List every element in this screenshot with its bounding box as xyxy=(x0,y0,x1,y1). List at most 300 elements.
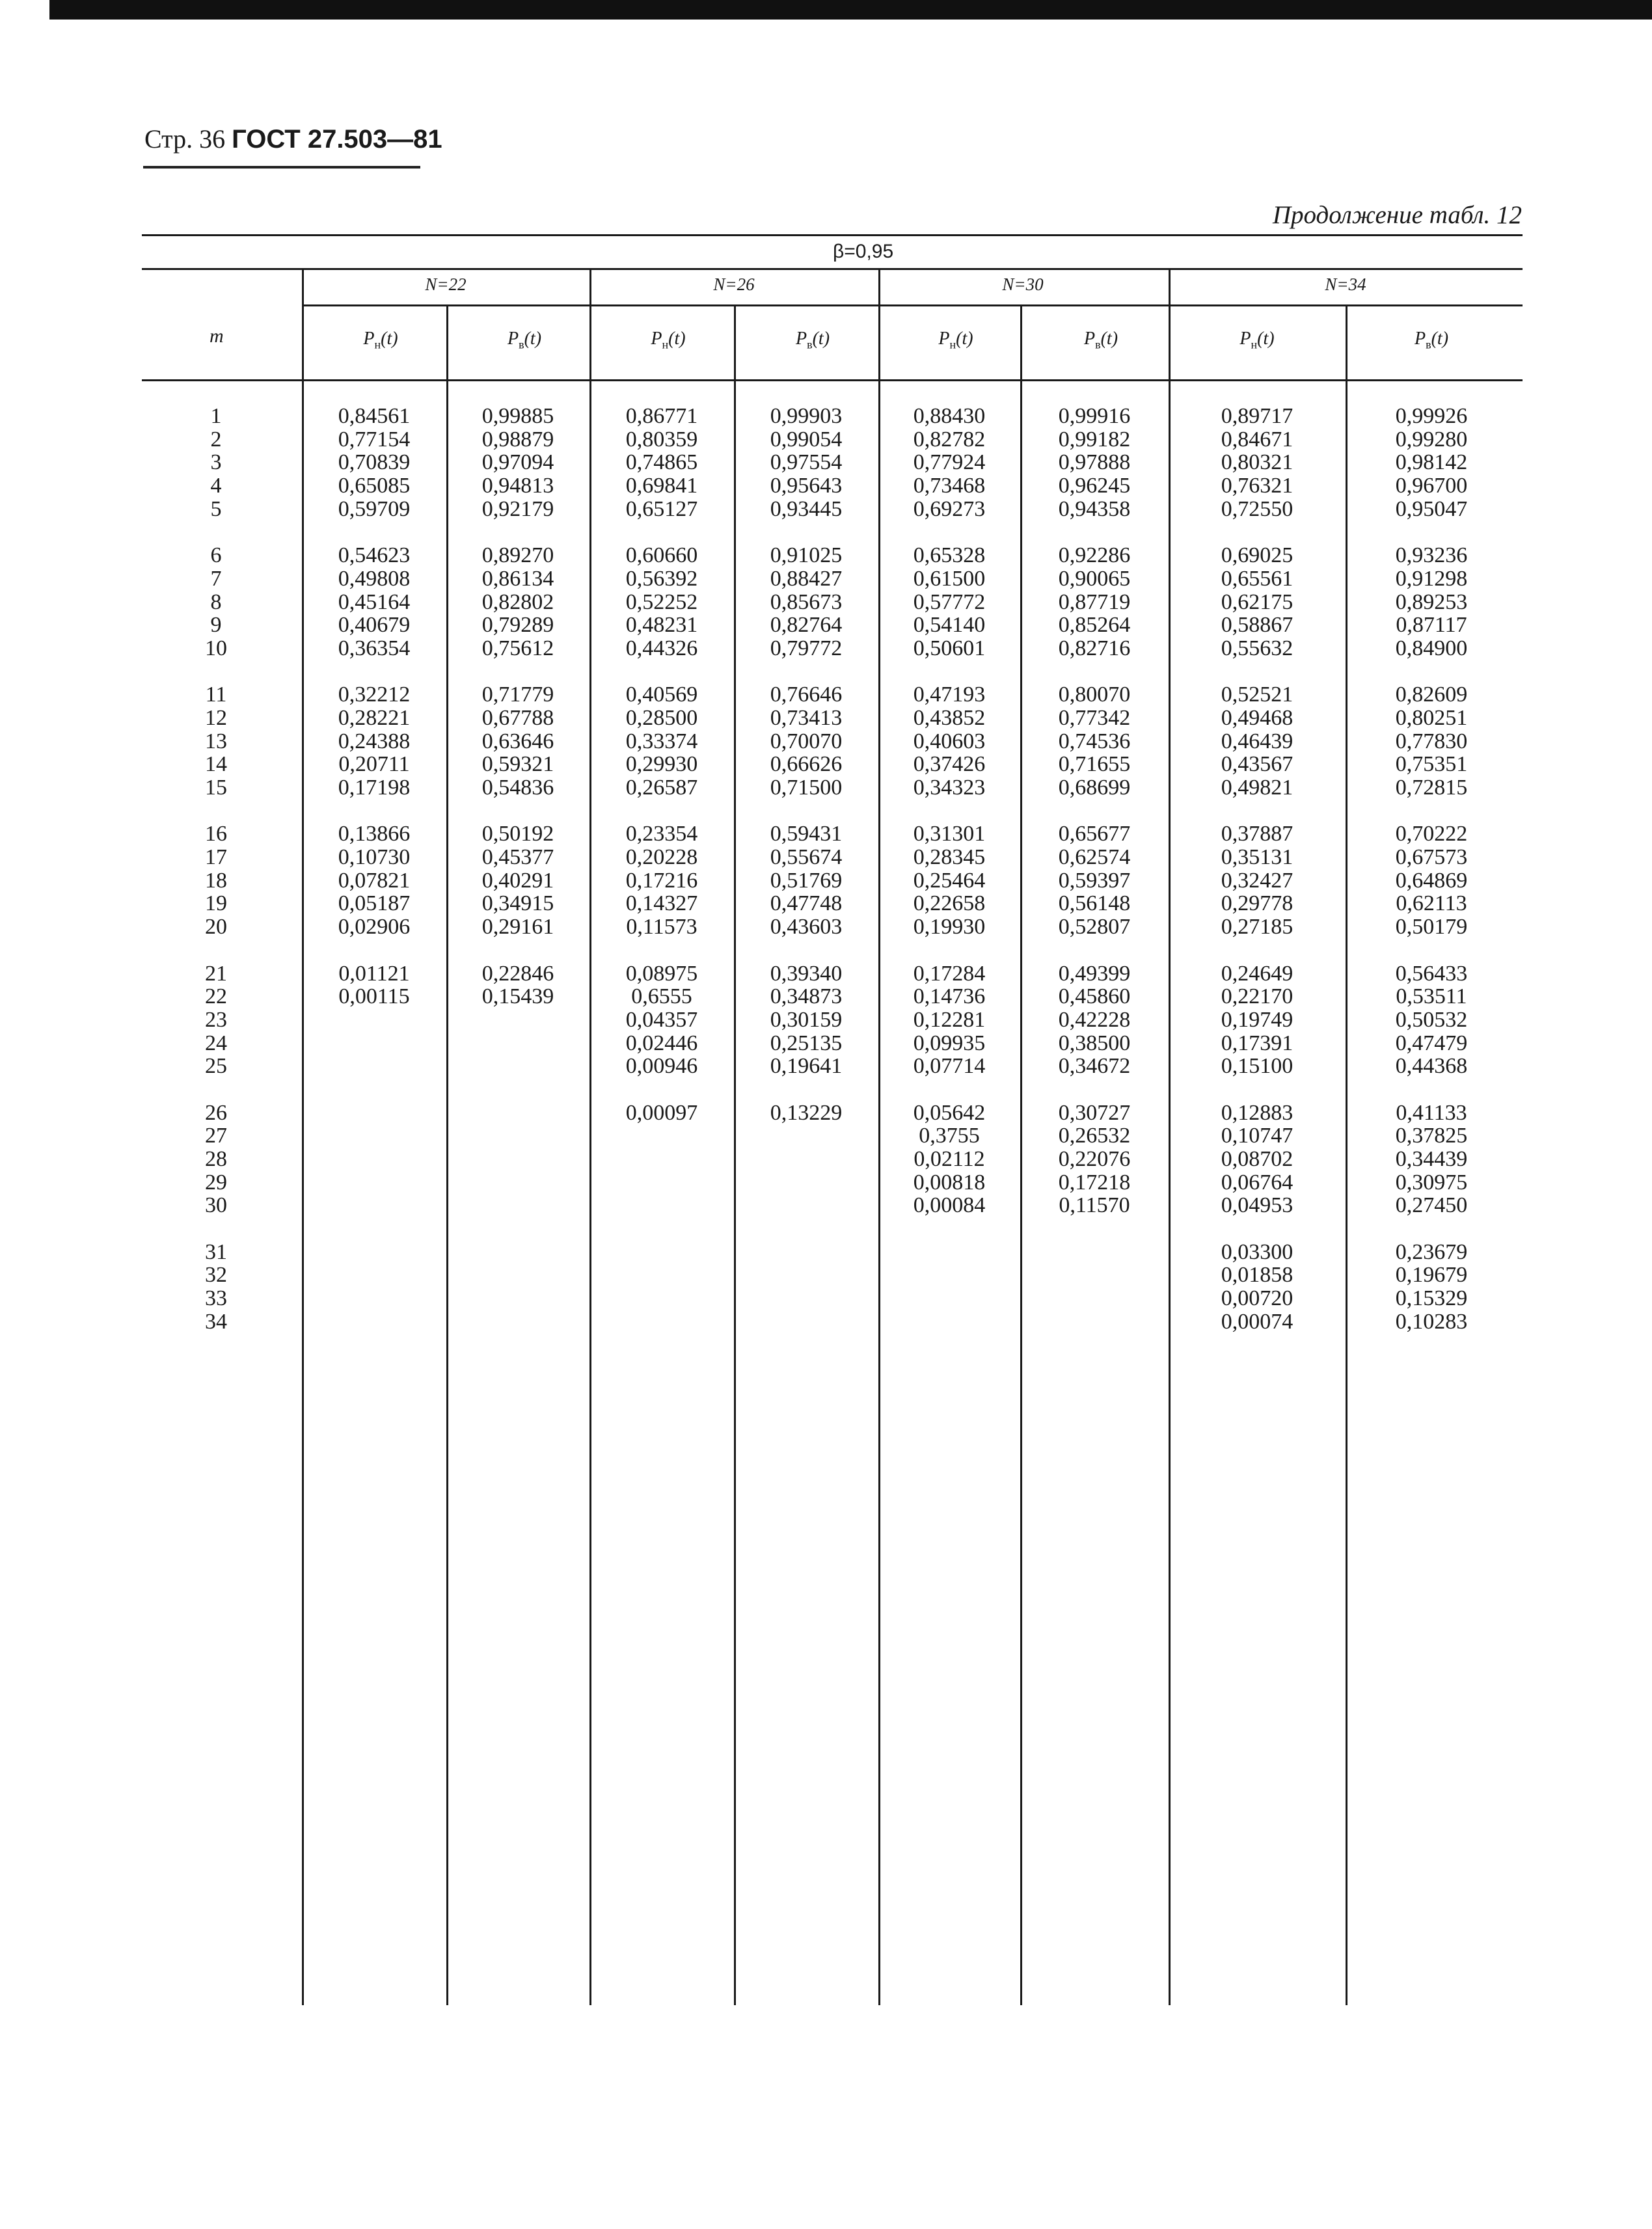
table-cell: 0,57772 xyxy=(913,589,986,614)
table-cell: 0,96245 xyxy=(1058,474,1131,498)
table-cell: 0,65085 xyxy=(338,474,411,498)
table-cell: 0,65561 xyxy=(1221,566,1293,591)
table-cell: 0,08702 xyxy=(1221,1147,1293,1171)
table-cell: 0,59431 xyxy=(770,822,843,846)
table-cell: 0,12281 xyxy=(913,1007,986,1032)
row-group-gap xyxy=(597,520,727,544)
table-cell: 0,71655 xyxy=(1058,752,1131,777)
table-cell: 0,99885 xyxy=(481,404,554,428)
col-header-pv-n22: $P_в(t)$ xyxy=(507,329,542,351)
table-cell: 0,45164 xyxy=(338,589,411,614)
table-cell: 0,54623 xyxy=(338,543,411,568)
table-cell: 10 xyxy=(205,636,227,660)
table-cell: 0,50532 xyxy=(1395,1007,1468,1032)
table-cell: 0,36354 xyxy=(338,636,411,660)
table-cell: 0,90065 xyxy=(1058,566,1131,591)
table-cell: 0,48231 xyxy=(625,613,698,638)
table-cell: 0,89253 xyxy=(1395,589,1468,614)
table-cell: 0,45377 xyxy=(481,845,554,870)
table-cell: 0,24649 xyxy=(1221,961,1293,986)
table-cell: 6 xyxy=(210,543,222,568)
table-cell: 5 xyxy=(210,496,222,521)
table-cell: 0,17391 xyxy=(1221,1031,1293,1055)
table-cell: 0,97888 xyxy=(1058,450,1131,475)
table-cell: 0,62574 xyxy=(1058,845,1131,870)
table-cell: 24 xyxy=(205,1031,227,1055)
table-cell: 0,37825 xyxy=(1395,1124,1468,1148)
table-cell: 0,37887 xyxy=(1221,822,1293,846)
table-cell: 0,62175 xyxy=(1221,589,1293,614)
table-cell: 0,91298 xyxy=(1395,566,1468,591)
table-cell: 0,65328 xyxy=(913,543,986,568)
row-group-gap xyxy=(1366,1217,1496,1241)
table-cell: 0,00115 xyxy=(338,984,410,1009)
table-cell: 0,79772 xyxy=(770,636,843,660)
col-rule xyxy=(302,268,304,2005)
row-group-gap xyxy=(309,520,439,544)
table-cell: 0,15100 xyxy=(1221,1054,1293,1079)
row-group-gap xyxy=(453,520,583,544)
header-underline xyxy=(143,166,420,169)
table-cell: 0,91025 xyxy=(770,543,843,568)
table-cell: 0,52252 xyxy=(625,589,698,614)
table-cell: 0,98879 xyxy=(481,427,554,452)
table-cell: 0,94358 xyxy=(1058,496,1131,521)
page-header xyxy=(144,124,442,154)
table-cell: 0,40603 xyxy=(913,729,986,753)
table-cell: 19 xyxy=(205,891,227,916)
table-cell: 0,19930 xyxy=(913,915,986,939)
row-group-gap xyxy=(741,800,871,823)
table-cell: 27 xyxy=(205,1124,227,1148)
col-header-pv-n30: $P_в(t)$ xyxy=(1083,329,1118,351)
table-cell: 0,43852 xyxy=(913,705,986,730)
table-cell: 0,17218 xyxy=(1058,1170,1131,1195)
col-rule xyxy=(734,304,736,2005)
table-cell: 0,05187 xyxy=(338,891,411,916)
table-cell: 0,56148 xyxy=(1058,891,1131,916)
col-rule xyxy=(878,268,880,2005)
col-rule xyxy=(1346,304,1347,2005)
table-cell: 0,25464 xyxy=(913,868,986,893)
table-cell: 18 xyxy=(205,868,227,893)
table-cell: 0,28345 xyxy=(913,845,986,870)
table-cell: 32 xyxy=(205,1263,227,1288)
table-cell: 11 xyxy=(205,682,227,707)
table-cell: 31 xyxy=(205,1239,227,1264)
table-cell: 30 xyxy=(205,1193,227,1218)
table-cell: 0,60660 xyxy=(625,543,698,568)
table-cell: 0,6555 xyxy=(631,984,692,1009)
table-cell: 0,14327 xyxy=(625,891,698,916)
group-label-n34: N=34 xyxy=(1325,275,1366,294)
table-cell: 0,73413 xyxy=(770,705,843,730)
table-cell: 0,22170 xyxy=(1221,984,1293,1009)
table-cell: 0,31301 xyxy=(913,822,986,846)
table-cell: 0,99903 xyxy=(770,404,843,428)
pv-n22-column xyxy=(453,405,583,1008)
table-cell: 0,17284 xyxy=(913,961,986,986)
table-cell: 0,84671 xyxy=(1221,427,1293,452)
table-cell: 0,82764 xyxy=(770,613,843,638)
table-cell: 0,99054 xyxy=(770,427,843,452)
col-rule xyxy=(1020,304,1022,2005)
table-cell: 0,42228 xyxy=(1058,1007,1131,1032)
table-cell: 0,46439 xyxy=(1221,729,1293,753)
table-cell: 0,77924 xyxy=(913,450,986,475)
table-cell: 28 xyxy=(205,1147,227,1171)
row-group-gap xyxy=(741,520,871,544)
table-cell: 0,17216 xyxy=(625,868,698,893)
table-cell: 0,80251 xyxy=(1395,705,1468,730)
table-cell: 0,19679 xyxy=(1395,1263,1468,1288)
table-cell: 0,26532 xyxy=(1058,1124,1131,1148)
table-cell: 26 xyxy=(205,1100,227,1125)
table-cell: 8 xyxy=(210,589,222,614)
row-group-gap xyxy=(1029,520,1159,544)
row-group-gap xyxy=(1029,1078,1159,1101)
table-cell: 0,88427 xyxy=(770,566,843,591)
table-cell: 0,01121 xyxy=(338,961,410,986)
table-cell: 0,02112 xyxy=(914,1147,985,1171)
table-cell: 0,77830 xyxy=(1395,729,1468,753)
row-group-gap xyxy=(884,520,1014,544)
row-group-gap xyxy=(1029,800,1159,823)
table-cell: 0,30727 xyxy=(1058,1100,1131,1125)
table-cell: 0,96700 xyxy=(1395,474,1468,498)
table-cell: 0,92179 xyxy=(481,496,554,521)
table-cell: 0,85264 xyxy=(1058,613,1131,638)
table-cell: 0,30159 xyxy=(770,1007,843,1032)
table-cell: 29 xyxy=(205,1170,227,1195)
table-cell: 34 xyxy=(205,1309,227,1334)
table-cell: 0,59709 xyxy=(338,496,411,521)
table-cell: 0,27185 xyxy=(1221,915,1293,939)
table-cell: 0,30975 xyxy=(1395,1170,1468,1195)
table-cell: 0,72550 xyxy=(1221,496,1293,521)
table-cell: 16 xyxy=(205,822,227,846)
table-top-rule xyxy=(142,234,1523,236)
group-rule xyxy=(303,304,1523,306)
table-cell: 0,65127 xyxy=(625,496,698,521)
row-group-gap xyxy=(1366,939,1496,962)
table-cell: 0,14736 xyxy=(913,984,986,1009)
table-cell: 0,23354 xyxy=(625,822,698,846)
row-group-gap xyxy=(741,1078,871,1101)
row-group-gap xyxy=(884,939,1014,962)
table-cell: 0,15329 xyxy=(1395,1286,1468,1311)
table-cell: 0,50192 xyxy=(481,822,554,846)
table-cell: 0,49821 xyxy=(1221,776,1293,800)
table-cell: 0,54836 xyxy=(481,776,554,800)
row-group-gap xyxy=(453,939,583,962)
scan-top-bar xyxy=(49,0,1652,20)
table-cell: 0,06764 xyxy=(1221,1170,1293,1195)
table-cell: 0,53511 xyxy=(1396,984,1467,1009)
table-cell: 0,59321 xyxy=(481,752,554,777)
pv-n26-column xyxy=(741,405,871,1124)
row-group-gap xyxy=(177,800,255,823)
table-cell: 0,69273 xyxy=(913,496,986,521)
table-cell: 0,61500 xyxy=(913,566,986,591)
group-label-n26: N=26 xyxy=(713,275,755,294)
table-cell: 0,82716 xyxy=(1058,636,1131,660)
table-cell: 0,85673 xyxy=(770,589,843,614)
table-cell: 0,79289 xyxy=(481,613,554,638)
table-cell: 1 xyxy=(210,404,222,428)
table-cell: 0,20228 xyxy=(625,845,698,870)
table-cell: 0,55674 xyxy=(770,845,843,870)
table-cell: 0,00946 xyxy=(625,1054,698,1079)
table-cell: 0,27450 xyxy=(1395,1193,1468,1218)
table-cell: 0,02446 xyxy=(625,1031,698,1055)
table-cell: 0,99280 xyxy=(1395,427,1468,452)
table-cell: 0,04953 xyxy=(1221,1193,1293,1218)
table-cell: 0,55632 xyxy=(1221,636,1293,660)
table-cell: 0,69841 xyxy=(625,474,698,498)
table-cell: 23 xyxy=(205,1007,227,1032)
row-group-gap xyxy=(597,939,727,962)
table-cell: 0,23679 xyxy=(1395,1239,1468,1264)
table-cell: 0,29161 xyxy=(481,915,554,939)
table-cell: 0,59397 xyxy=(1058,868,1131,893)
table-cell: 0,07714 xyxy=(913,1054,986,1079)
row-group-gap xyxy=(309,939,439,962)
table-cell: 0,97554 xyxy=(770,450,843,475)
table-cell: 0,99926 xyxy=(1395,404,1468,428)
table-cell: 0,15439 xyxy=(481,984,554,1009)
row-group-gap xyxy=(1029,939,1159,962)
pn-n22-column xyxy=(309,405,439,1008)
col-header-pn-n26: $P_н(t)$ xyxy=(651,329,686,351)
table-cell: 0,74536 xyxy=(1058,729,1131,753)
table-cell: 0,17198 xyxy=(338,776,411,800)
table-cell: 0,29778 xyxy=(1221,891,1293,916)
table-cell: 0,00074 xyxy=(1221,1309,1293,1334)
table-cell: 0,93445 xyxy=(770,496,843,521)
row-group-gap xyxy=(597,660,727,684)
table-cell: 0,58867 xyxy=(1221,613,1293,638)
table-cell: 0,88430 xyxy=(913,404,986,428)
row-group-gap xyxy=(177,660,255,684)
table-cell: 0,09935 xyxy=(913,1031,986,1055)
table-cell: 0,56392 xyxy=(625,566,698,591)
table-cell: 0,11570 xyxy=(1059,1193,1130,1218)
table-cell: 0,22658 xyxy=(913,891,986,916)
table-cell: 0,34439 xyxy=(1395,1147,1468,1171)
table-cell: 0,26587 xyxy=(625,776,698,800)
table-cell: 0,70839 xyxy=(338,450,411,475)
header-bottom-rule xyxy=(142,379,1523,381)
table-cell: 0,49808 xyxy=(338,566,411,591)
table-cell: 0,43603 xyxy=(770,915,843,939)
table-cell: 0,56433 xyxy=(1395,961,1468,986)
table-cell: 25 xyxy=(205,1054,227,1079)
table-cell: 17 xyxy=(205,845,227,870)
table-cell: 0,50601 xyxy=(913,636,986,660)
table-cell: 0,87719 xyxy=(1058,589,1131,614)
table-cell: 0,13866 xyxy=(338,822,411,846)
table-cell: 0,13229 xyxy=(770,1100,843,1125)
table-cell: 0,74865 xyxy=(625,450,698,475)
table-cell: 0,32427 xyxy=(1221,868,1293,893)
table-cell: 0,99916 xyxy=(1058,404,1131,428)
table-cell: 0,00720 xyxy=(1221,1286,1293,1311)
table-cell: 0,95643 xyxy=(770,474,843,498)
table-cell: 0,02906 xyxy=(338,915,411,939)
row-group-gap xyxy=(453,800,583,823)
table-cell: 0,86134 xyxy=(481,566,554,591)
table-cell: 12 xyxy=(205,705,227,730)
table-cell: 0,28221 xyxy=(338,705,411,730)
table-cell: 0,01858 xyxy=(1221,1263,1293,1288)
table-cell: 0,34873 xyxy=(770,984,843,1009)
row-group-gap xyxy=(309,800,439,823)
table-cell: 0,80070 xyxy=(1058,682,1131,707)
table-cell: 0,86771 xyxy=(625,404,698,428)
table-cell: 0,75612 xyxy=(481,636,554,660)
pn-n30-column xyxy=(884,405,1014,1217)
table-cell: 0,82609 xyxy=(1395,682,1468,707)
table-cell: 0,63646 xyxy=(481,729,554,753)
col-rule xyxy=(589,268,591,2005)
row-group-gap xyxy=(1029,660,1159,684)
table-cell: 0,33374 xyxy=(625,729,698,753)
table-cell: 0,22076 xyxy=(1058,1147,1131,1171)
row-group-gap xyxy=(884,800,1014,823)
row-group-gap xyxy=(1192,1217,1322,1241)
table-cell: 0,93236 xyxy=(1395,543,1468,568)
table-cell: 0,64869 xyxy=(1395,868,1468,893)
table-cell: 0,34915 xyxy=(481,891,554,916)
table-cell: 0,00818 xyxy=(913,1170,986,1195)
table-cell: 0,10747 xyxy=(1221,1124,1293,1148)
table-cell: 4 xyxy=(210,474,222,498)
table-cell: 0,70070 xyxy=(770,729,843,753)
beta-rule xyxy=(142,268,1523,270)
pn-n26-column xyxy=(597,405,727,1124)
table-cell: 0,20711 xyxy=(338,752,410,777)
group-label-n30: N=30 xyxy=(1002,275,1044,294)
table-cell: 0,47193 xyxy=(913,682,986,707)
table-cell: 0,77154 xyxy=(338,427,411,452)
row-group-gap xyxy=(1366,1078,1496,1101)
page-number: Стр. 36 xyxy=(144,124,226,154)
table-cell: 0,44368 xyxy=(1395,1054,1468,1079)
row-group-gap xyxy=(597,800,727,823)
row-group-gap xyxy=(1192,800,1322,823)
table-cell: 0,50179 xyxy=(1395,915,1468,939)
table-cell: 0,47748 xyxy=(770,891,843,916)
table-cell: 0,47479 xyxy=(1395,1031,1468,1055)
row-group-gap xyxy=(177,1078,255,1101)
table-cell: 14 xyxy=(205,752,227,777)
table-cell: 0,89270 xyxy=(481,543,554,568)
table-cell: 0,34672 xyxy=(1058,1054,1131,1079)
table-cell: 0,84900 xyxy=(1395,636,1468,660)
table-cell: 0,11573 xyxy=(626,915,697,939)
table-cell: 0,82802 xyxy=(481,589,554,614)
table-cell: 0,34323 xyxy=(913,776,986,800)
table-cell: 0,77342 xyxy=(1058,705,1131,730)
row-group-gap xyxy=(597,1078,727,1101)
table-cell: 0,43567 xyxy=(1221,752,1293,777)
pv-n34-column xyxy=(1366,405,1496,1334)
table-cell: 0,65677 xyxy=(1058,822,1131,846)
row-group-gap xyxy=(1366,800,1496,823)
table-cell: 13 xyxy=(205,729,227,753)
table-cell: 0,70222 xyxy=(1395,822,1468,846)
table-continuation-label: Продолжение табл. 12 xyxy=(1272,201,1522,229)
table-cell: 0,10283 xyxy=(1395,1309,1468,1334)
table-cell: 0,00084 xyxy=(913,1193,986,1218)
col-rule xyxy=(1169,268,1171,2005)
row-group-gap xyxy=(1366,660,1496,684)
table-cell: 0,76646 xyxy=(770,682,843,707)
table-cell: 0,67788 xyxy=(481,705,554,730)
table-cell: 3 xyxy=(210,450,222,475)
table-cell: 0,49399 xyxy=(1058,961,1131,986)
row-group-gap xyxy=(1192,660,1322,684)
table-cell: 21 xyxy=(205,961,227,986)
table-cell: 9 xyxy=(210,613,222,638)
table-cell: 0,40291 xyxy=(481,868,554,893)
row-group-gap xyxy=(1192,520,1322,544)
table-cell: 0,75351 xyxy=(1395,752,1468,777)
table-cell: 0,51769 xyxy=(770,868,843,893)
row-group-gap xyxy=(453,660,583,684)
table-cell: 0,37426 xyxy=(913,752,986,777)
table-cell: 0,29930 xyxy=(625,752,698,777)
table-cell: 0,72815 xyxy=(1395,776,1468,800)
table-cell: 0,69025 xyxy=(1221,543,1293,568)
table-cell: 0,03300 xyxy=(1221,1239,1293,1264)
m-values-column xyxy=(177,405,255,1334)
table-cell: 0,80321 xyxy=(1221,450,1293,475)
group-label-n22: N=22 xyxy=(425,275,467,294)
table-cell: 0,84561 xyxy=(338,404,411,428)
table-cell: 0,67573 xyxy=(1395,845,1468,870)
table-cell: 0,87117 xyxy=(1396,613,1467,638)
row-group-gap xyxy=(884,660,1014,684)
table-cell: 0,68699 xyxy=(1058,776,1131,800)
table-cell: 0,71779 xyxy=(481,682,554,707)
standard-code: ГОСТ 27.503—81 xyxy=(232,125,442,154)
row-group-gap xyxy=(177,520,255,544)
table-cell: 0,73468 xyxy=(913,474,986,498)
table-cell: 22 xyxy=(205,984,227,1009)
row-group-gap xyxy=(177,939,255,962)
col-rule xyxy=(446,304,448,2005)
row-group-gap xyxy=(741,939,871,962)
row-group-gap xyxy=(177,1217,255,1241)
table-cell: 20 xyxy=(205,915,227,939)
table-cell: 0,80359 xyxy=(625,427,698,452)
col-header-pv-n34: $P_в(t)$ xyxy=(1414,329,1449,351)
table-cell: 0,07821 xyxy=(338,868,411,893)
table-cell: 0,44326 xyxy=(625,636,698,660)
table-cell: 0,95047 xyxy=(1395,496,1468,521)
table-cell: 0,32212 xyxy=(338,682,411,707)
table-cell: 0,12883 xyxy=(1221,1100,1293,1125)
table-cell: 0,54140 xyxy=(913,613,986,638)
table-cell: 0,62113 xyxy=(1396,891,1467,916)
table-cell: 0,98142 xyxy=(1395,450,1468,475)
table-cell: 0,92286 xyxy=(1058,543,1131,568)
table-cell: 33 xyxy=(205,1286,227,1311)
table-cell: 0,40569 xyxy=(625,682,698,707)
table-cell: 0,04357 xyxy=(625,1007,698,1032)
